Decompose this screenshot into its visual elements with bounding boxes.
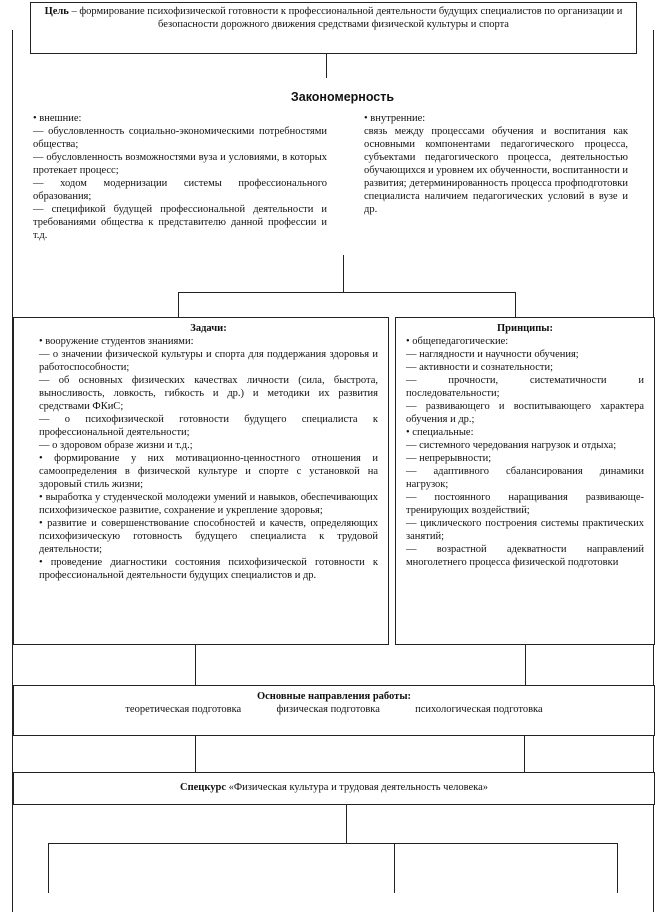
direction-item: теоретическая подготовка	[125, 704, 242, 715]
task-item: — о значении физической культуры и спорта для поддержания здоровья и работоспособности;	[39, 349, 378, 373]
connector-principles-down	[525, 645, 526, 685]
principles-title	[406, 322, 644, 335]
directions-list	[20, 703, 648, 716]
principle-item: — адаптивного сбалансирования динамики нагрузок;	[406, 466, 644, 490]
connector-goal-regularity	[326, 53, 327, 78]
principles-title-text: Принципы:	[497, 323, 553, 334]
connector-horizontal-top	[178, 292, 516, 293]
task-item: • вооружение студентов знаниями:	[39, 336, 194, 347]
task-item: • развитие и совершенствование способностей и качеств, определяющих психофизическую готовность будущего специалиста к трудовой деятельности;	[39, 518, 378, 555]
connector-horizontal-bottom	[48, 843, 618, 844]
goal-label: Цель	[44, 6, 69, 17]
task-item: — об основных физических качествах личности (сила, быстрота, выносливость, ловкость, гибкость и др.) и методики их развития средствами ФКиС;	[39, 375, 378, 412]
principle-item: — системного чередования нагрузок и отдыха;	[406, 440, 617, 451]
external-item: — обусловленность социально-экономическими потребностями общества;	[33, 126, 327, 150]
directions-box	[13, 685, 655, 736]
principle-item: — прочности, систематичности и последовательности;	[406, 375, 644, 399]
directions-title-text: Основные направления работы:	[256, 691, 412, 702]
regularity-internal	[364, 112, 628, 216]
principle-item: — наглядности и научности обучения;	[406, 349, 579, 360]
connector-to-tasks	[178, 292, 179, 317]
course-box	[13, 772, 655, 805]
connector-course-down	[346, 805, 347, 843]
course-text: «Физическая культура и трудовая деятельность человека»	[225, 782, 488, 793]
principle-item: — постоянного наращивания развивающе-тренирующих воздействий;	[406, 492, 644, 516]
direction-item: физическая подготовка	[276, 704, 380, 715]
connector-regularity-down	[343, 255, 344, 292]
internal-head: • внутренние:	[364, 113, 426, 124]
regularity-external	[33, 112, 327, 242]
tasks-title-text: Задачи:	[190, 323, 227, 334]
principle-item: — активности и сознательности;	[406, 362, 554, 373]
task-item: — о здоровом образе жизни и т.д.;	[39, 440, 193, 451]
external-item: — спецификой будущей профессиональной деятельности и требованиями общества к представителю данной профессии и т.д.	[33, 204, 327, 241]
principle-item: • общепедагогические:	[406, 336, 509, 347]
connector-directions-right	[524, 736, 525, 772]
connector-tasks-down	[195, 645, 196, 685]
connector-to-principles	[515, 292, 516, 317]
tasks-box	[13, 317, 389, 645]
task-item: • формирование у них мотивационно-ценностного отношения и самоопределения в физической культуре и спорте с установкой на здоровый стиль жизни;	[39, 453, 378, 490]
external-head: • внешние:	[33, 113, 82, 124]
task-item: • проведение диагностики состояния психофизической готовности к профессиональной деятельности будущих специалистов и др.	[39, 557, 378, 581]
principle-item: — непрерывности;	[406, 453, 492, 464]
goal-box	[30, 2, 637, 54]
tasks-title	[39, 322, 378, 335]
principle-item: — циклического построения системы практических занятий;	[406, 518, 644, 542]
course-label: Спецкурс	[179, 782, 226, 793]
connector-directions-left	[195, 736, 196, 772]
goal-text: – формирование психофизической готовности к профессиональной деятельности будущих специалистов по организации и безопасности дорожного движения средствами физической культуры и спорта	[68, 6, 623, 30]
external-item: — обусловленность возможностями вуза и условиями, в которых протекает процесс;	[33, 152, 327, 176]
principle-item: — возрастной адекватности направлений многолетнего процесса физической подготовки	[406, 544, 644, 568]
external-item: — ходом модернизации системы профессионального образования;	[33, 178, 327, 202]
regularity-title: Закономерность	[290, 90, 395, 104]
task-item: • выработка у студенческой молодежи умений и навыков, обеспечивающих психофизическое развитие, сохранение и укрепление здоровья;	[39, 492, 378, 516]
directions-title	[20, 690, 648, 703]
connector-bottom-left	[48, 843, 49, 893]
connector-bottom-right	[617, 843, 618, 893]
internal-text: связь между процессами обучения и воспитания как основными компонентами педагогического процесса, субъектами педагогического процесса, деятельностью обучающихся и уровнем их обученности, воспитанности и развития; детерминированность процесса профподготовки специалиста наличием педагогических условий в вузе и др.	[364, 126, 628, 215]
principles-box	[395, 317, 655, 645]
connector-bottom-mid	[394, 843, 395, 893]
task-item: — о психофизической готовности будущего специалиста к профессиональной деятельности;	[39, 414, 378, 438]
direction-item: психологическая подготовка	[415, 704, 543, 715]
principle-item: — развивающего и воспитывающего характера обучения и др.;	[406, 401, 644, 425]
principle-item: • специальные:	[406, 427, 474, 438]
